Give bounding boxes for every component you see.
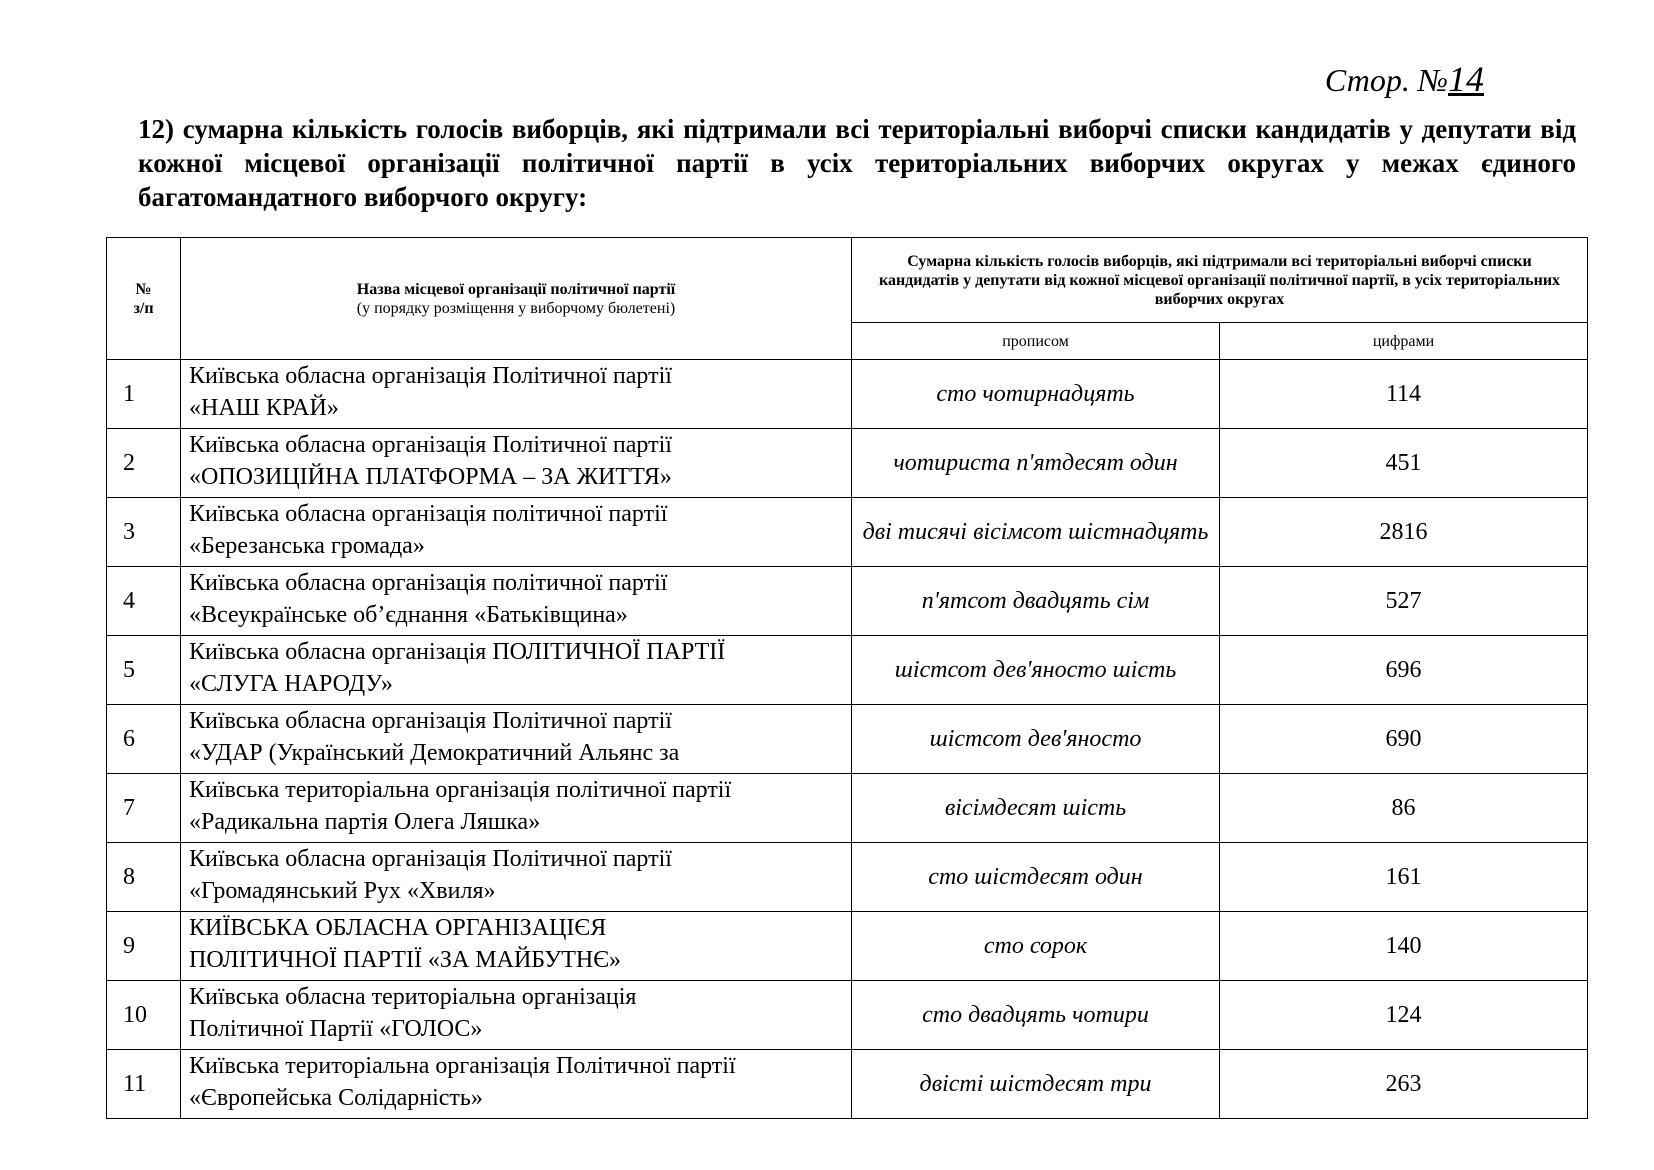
table-row [107, 705, 1588, 774]
party-name [181, 636, 852, 705]
votes-in-words: шістсот дев'яносто шість [852, 636, 1220, 705]
party-name [181, 360, 852, 429]
votes-in-digits: 2816 [1220, 498, 1588, 567]
row-number: 4 [107, 567, 181, 636]
party-name-line1: Київська обласна організація Політичної партії [189, 363, 672, 389]
header-digits: цифрами [1220, 323, 1588, 360]
header-vote-sum-text: Сумарна кількість голосів виборців, які підтримали всі територіальні виборчі списки кандидатів у депутати від кожної місцевої організації політичної партії, в усіх територіальних виборчих округах [878, 252, 1561, 308]
table-row [107, 774, 1588, 843]
table-row [107, 429, 1588, 498]
party-name-line1: Київська обласна організація ПОЛІТИЧНОЇ ПАРТІЇ [189, 639, 726, 665]
votes-in-digits: 124 [1220, 981, 1588, 1050]
header-vote-sum [852, 238, 1588, 323]
party-name-line1: Київська територіальна організація Політичної партії [189, 1053, 736, 1079]
header-party-name [181, 238, 852, 360]
header-party-name-line1: Назва місцевої організації політичної партії [356, 280, 676, 298]
votes-in-digits: 690 [1220, 705, 1588, 774]
header-number-line1: № [135, 280, 152, 298]
party-name-line2: «Всеукраїнське об’єднання «Батьківщина» [189, 602, 628, 628]
party-name [181, 843, 852, 912]
row-number: 1 [107, 360, 181, 429]
results-table [106, 237, 1588, 1119]
votes-in-words: шістсот дев'яносто [852, 705, 1220, 774]
party-name-line1: Київська обласна територіальна організація [189, 984, 637, 1010]
party-name-line1: КИЇВСЬКА ОБЛАСНА ОРГАНІЗАЦІЄЯ [189, 915, 607, 941]
party-name [181, 567, 852, 636]
votes-in-words: сто чотирнадцять [852, 360, 1220, 429]
party-name-line2: «УДАР (Український Демократичний Альянс за [189, 740, 680, 766]
page-number-label: Стор. № [1324, 62, 1448, 98]
votes-in-digits: 114 [1220, 360, 1588, 429]
party-name-line1: Київська обласна організація Політичної партії [189, 846, 672, 872]
party-name-line2: Політичної Партії «ГОЛОС» [189, 1016, 483, 1042]
votes-in-digits: 86 [1220, 774, 1588, 843]
votes-in-words: дві тисячі вісімсот шістнадцять [852, 498, 1220, 567]
header-number [107, 238, 181, 360]
row-number: 7 [107, 774, 181, 843]
votes-in-digits: 696 [1220, 636, 1588, 705]
table-row [107, 1050, 1588, 1119]
party-name [181, 981, 852, 1050]
party-name [181, 774, 852, 843]
party-name-line1: Київська обласна організація Політичної партії [189, 432, 672, 458]
page-number [1325, 58, 1484, 100]
table-row [107, 498, 1588, 567]
votes-in-words: чотириста п'ятдесят один [852, 429, 1220, 498]
party-name-line2: «Радикальна партія Олега Ляшка» [189, 809, 541, 835]
table-row [107, 912, 1588, 981]
votes-in-words: сто шістдесят один [852, 843, 1220, 912]
party-name-line2: «ОПОЗИЦІЙНА ПЛАТФОРМА – ЗА ЖИТТЯ» [189, 464, 672, 490]
party-name-line2: «НАШ КРАЙ» [189, 395, 339, 421]
votes-in-words: сто сорок [852, 912, 1220, 981]
votes-in-words: двісті шістдесят три [852, 1050, 1220, 1119]
row-number: 8 [107, 843, 181, 912]
party-name-line1: Київська територіальна організація політичної партії [189, 777, 732, 803]
row-number: 3 [107, 498, 181, 567]
header-party-name-line2: (у порядку розміщення у виборчому бюлетені) [356, 299, 676, 317]
votes-in-digits: 451 [1220, 429, 1588, 498]
header-words: прописом [852, 323, 1220, 360]
party-name-line2: «СЛУГА НАРОДУ» [189, 671, 393, 697]
votes-in-words: вісімдесят шість [852, 774, 1220, 843]
party-name [181, 912, 852, 981]
party-name-line2: «Громадянський Рух «Хвиля» [189, 878, 496, 904]
party-name-line2: «Європейська Солідарність» [189, 1085, 483, 1111]
votes-in-words: п'ятсот двадцять сім [852, 567, 1220, 636]
row-number: 5 [107, 636, 181, 705]
party-name-line1: Київська обласна організація політичної партії [189, 570, 668, 596]
votes-in-digits: 527 [1220, 567, 1588, 636]
votes-in-digits: 140 [1220, 912, 1588, 981]
votes-in-digits: 263 [1220, 1050, 1588, 1119]
section-heading: 12) сумарна кількість голосів виборців, які підтримали всі територіальні виборчі списки кандидатів у депутати від кожної місцевої організації політичної партії в усіх територіальних виборчих округах у межах єдиного багатомандатного виборчого округу: [138, 114, 1576, 212]
party-name [181, 429, 852, 498]
page-number-value: 14 [1448, 59, 1484, 99]
party-name [181, 498, 852, 567]
row-number: 2 [107, 429, 181, 498]
party-name-line1: Київська обласна організація політичної партії [189, 501, 668, 527]
row-number: 9 [107, 912, 181, 981]
table-row [107, 843, 1588, 912]
party-name-line1: Київська обласна організація Політичної партії [189, 708, 672, 734]
votes-in-words: сто двадцять чотири [852, 981, 1220, 1050]
row-number: 10 [107, 981, 181, 1050]
votes-in-digits: 161 [1220, 843, 1588, 912]
party-name-line2: ПОЛІТИЧНОЇ ПАРТІЇ «ЗА МАЙБУТНЄ» [189, 947, 622, 973]
party-name-line2: «Березанська громада» [189, 533, 425, 559]
table-row [107, 636, 1588, 705]
table-row [107, 567, 1588, 636]
table-row [107, 981, 1588, 1050]
party-name [181, 1050, 852, 1119]
row-number: 6 [107, 705, 181, 774]
row-number: 11 [107, 1050, 181, 1119]
party-name [181, 705, 852, 774]
table-row [107, 360, 1588, 429]
header-number-line2: з/п [133, 299, 154, 317]
